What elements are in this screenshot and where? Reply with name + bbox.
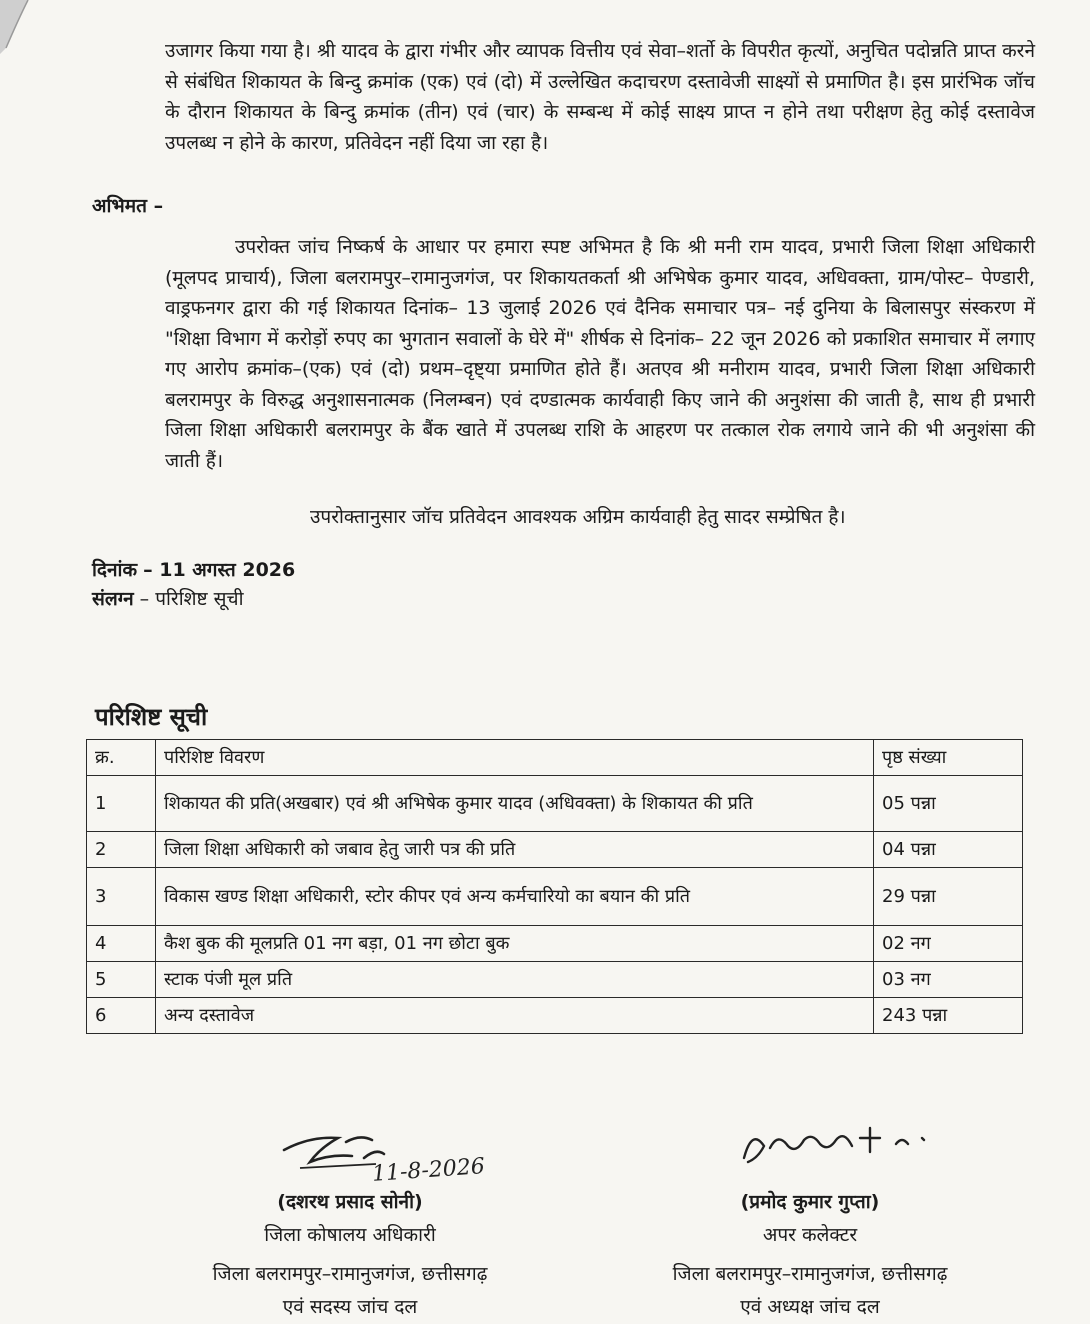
right-signatory-name: (प्रमोद कुमार गुप्ता)	[740, 1191, 880, 1213]
right-signature-block	[610, 1186, 1010, 1324]
row-sn: 6	[87, 998, 156, 1034]
date-line	[92, 555, 295, 585]
left-signatory-role: एवं सदस्य जांच दल	[282, 1296, 418, 1318]
row-description: स्टाक पंजी मूल प्रति	[156, 962, 874, 998]
page-fold-shadow	[0, 0, 40, 60]
row-description: विकास खण्ड शिक्षा अधिकारी, स्टोर कीपर एवं अन्य कर्मचारियो का बयान की प्रति	[156, 868, 874, 926]
findings-paragraph: उजागर किया गया है। श्री यादव के द्वारा गंभीर और व्यापक वित्तीय एवं सेवा–शर्तो के विपरीत कृत्यों, अनुचित पदोन्नति प्राप्त करने से संबंधित शिकायत के बिन्दु क्रमांक (एक) एवं (दो) में उल्लेखित कदाचरण दस्तावेजी साक्ष्यों से प्रमाणित है। इस प्रारंभिक जॉच के दौरान शिकायत के बिन्दु क्रमांक (तीन) एवं (चार) के सम्बन्ध में कोई साक्ष्य प्राप्त न होने तथा परीक्षण हेतु कोई दस्तावेज उपलब्ध न होने के कारण, प्रतिवेदन नहीं दिया जा रहा है।	[165, 40, 1035, 154]
row-sn: 1	[87, 776, 156, 832]
header-sn: क्र.	[87, 740, 156, 776]
row-sn: 2	[87, 832, 156, 868]
left-signatory-name: (दशरथ प्रसाद सोनी)	[277, 1191, 423, 1213]
left-signatory-district: जिला बलरामपुर–रामानुजगंज, छत्तीसगढ़	[212, 1263, 488, 1285]
enclosure-label: संलग्न	[92, 588, 134, 610]
annex-title: परिशिष्ट सूची	[95, 703, 208, 731]
row-description: अन्य दस्तावेज	[156, 998, 874, 1034]
left-signature-block	[150, 1186, 550, 1324]
date-label: दिनांक	[92, 559, 138, 581]
table-row	[87, 868, 1023, 926]
table-row	[87, 776, 1023, 832]
row-pages: 05 पन्ना	[874, 776, 1023, 832]
enclosure-line	[92, 584, 244, 614]
right-signature-scribble	[730, 1118, 930, 1178]
right-signatory-designation: अपर कलेक्टर	[762, 1224, 858, 1246]
opinion-heading: अभिमत –	[92, 195, 164, 217]
annex-table	[86, 739, 1023, 1034]
annex-header-row	[87, 740, 1023, 776]
row-sn: 5	[87, 962, 156, 998]
row-sn: 3	[87, 868, 156, 926]
row-pages: 29 पन्ना	[874, 868, 1023, 926]
row-pages: 243 पन्ना	[874, 998, 1023, 1034]
table-row	[87, 926, 1023, 962]
row-pages: 02 नग	[874, 926, 1023, 962]
row-pages: 03 नग	[874, 962, 1023, 998]
row-description: शिकायत की प्रति(अखबार) एवं श्री अभिषेक कुमार यादव (अधिवक्ता) के शिकायत की प्रति	[156, 776, 874, 832]
closing-line: उपरोक्तानुसार जॉच प्रतिवेदन आवश्यक अग्रिम कार्यवाही हेतु सादर सम्प्रेषित है।	[310, 506, 846, 528]
table-row	[87, 962, 1023, 998]
row-description: कैश बुक की मूलप्रति 01 नग बड़ा, 01 नग छोटा बुक	[156, 926, 874, 962]
table-row	[87, 832, 1023, 868]
left-signatory-designation: जिला कोषालय अधिकारी	[264, 1224, 436, 1246]
opinion-paragraph: उपरोक्त जांच निष्कर्ष के आधार पर हमारा स्पष्ट अभिमत है कि श्री मनी राम यादव, प्रभारी जिला शिक्षा अधिकारी (मूलपद प्राचार्य), जिला बलरामपुर–रामानुजगंज, पर शिकायतकर्ता श्री अभिषेक कुमार यादव, अधिवक्ता, ग्राम/पोस्ट– पेण्डारी, वाड्रफनगर द्वारा की गई शिकायत दिनांक– 13 जुलाई 2026 एवं दैनिक समाचार पत्र– नई दुनिया के बिलासपुर संस्करण में "शिक्षा विभाग में करोड़ों रुपए का भुगतान सवालों के घेरे में" शीर्षक से दिनांक– 22 जून 2026 को प्रकाशित समाचार में लगाए गए आरोप क्रमांक–(एक) एवं (दो) प्रथम–दृष्ट्या प्रमाणित होते हैं। अतएव श्री मनीराम यादव, प्रभारी जिला शिक्षा अधिकारी बलरामपुर के विरुद्ध अनुशासनात्मक (निलम्बन) एवं दण्डात्मक कार्यवाही किए जाने की अनुशंसा की जाती है, साथ ही प्रभारी जिला शिक्षा अधिकारी बलरामपुर के बैंक खाते में उपलब्ध राशि के आहरण पर तत्काल रोक लगाये जाने की भी अनुशंसा की जाती हैं।	[165, 236, 1035, 472]
header-description: परिशिष्ट विवरण	[156, 740, 874, 776]
row-sn: 4	[87, 926, 156, 962]
row-description: जिला शिक्षा अधिकारी को जबाव हेतु जारी पत्र की प्रति	[156, 832, 874, 868]
date-value: – 11 अगस्त 2026	[143, 559, 296, 581]
header-pages: पृष्ठ संख्या	[874, 740, 1023, 776]
left-signature-date: 11-8-2026	[371, 1154, 486, 1187]
right-signatory-role: एवं अध्यक्ष जांच दल	[740, 1296, 880, 1318]
table-row	[87, 998, 1023, 1034]
enclosure-value: – परिशिष्ट सूची	[139, 588, 244, 610]
right-signatory-district: जिला बलरामपुर–रामानुजगंज, छत्तीसगढ़	[672, 1263, 948, 1285]
row-pages: 04 पन्ना	[874, 832, 1023, 868]
